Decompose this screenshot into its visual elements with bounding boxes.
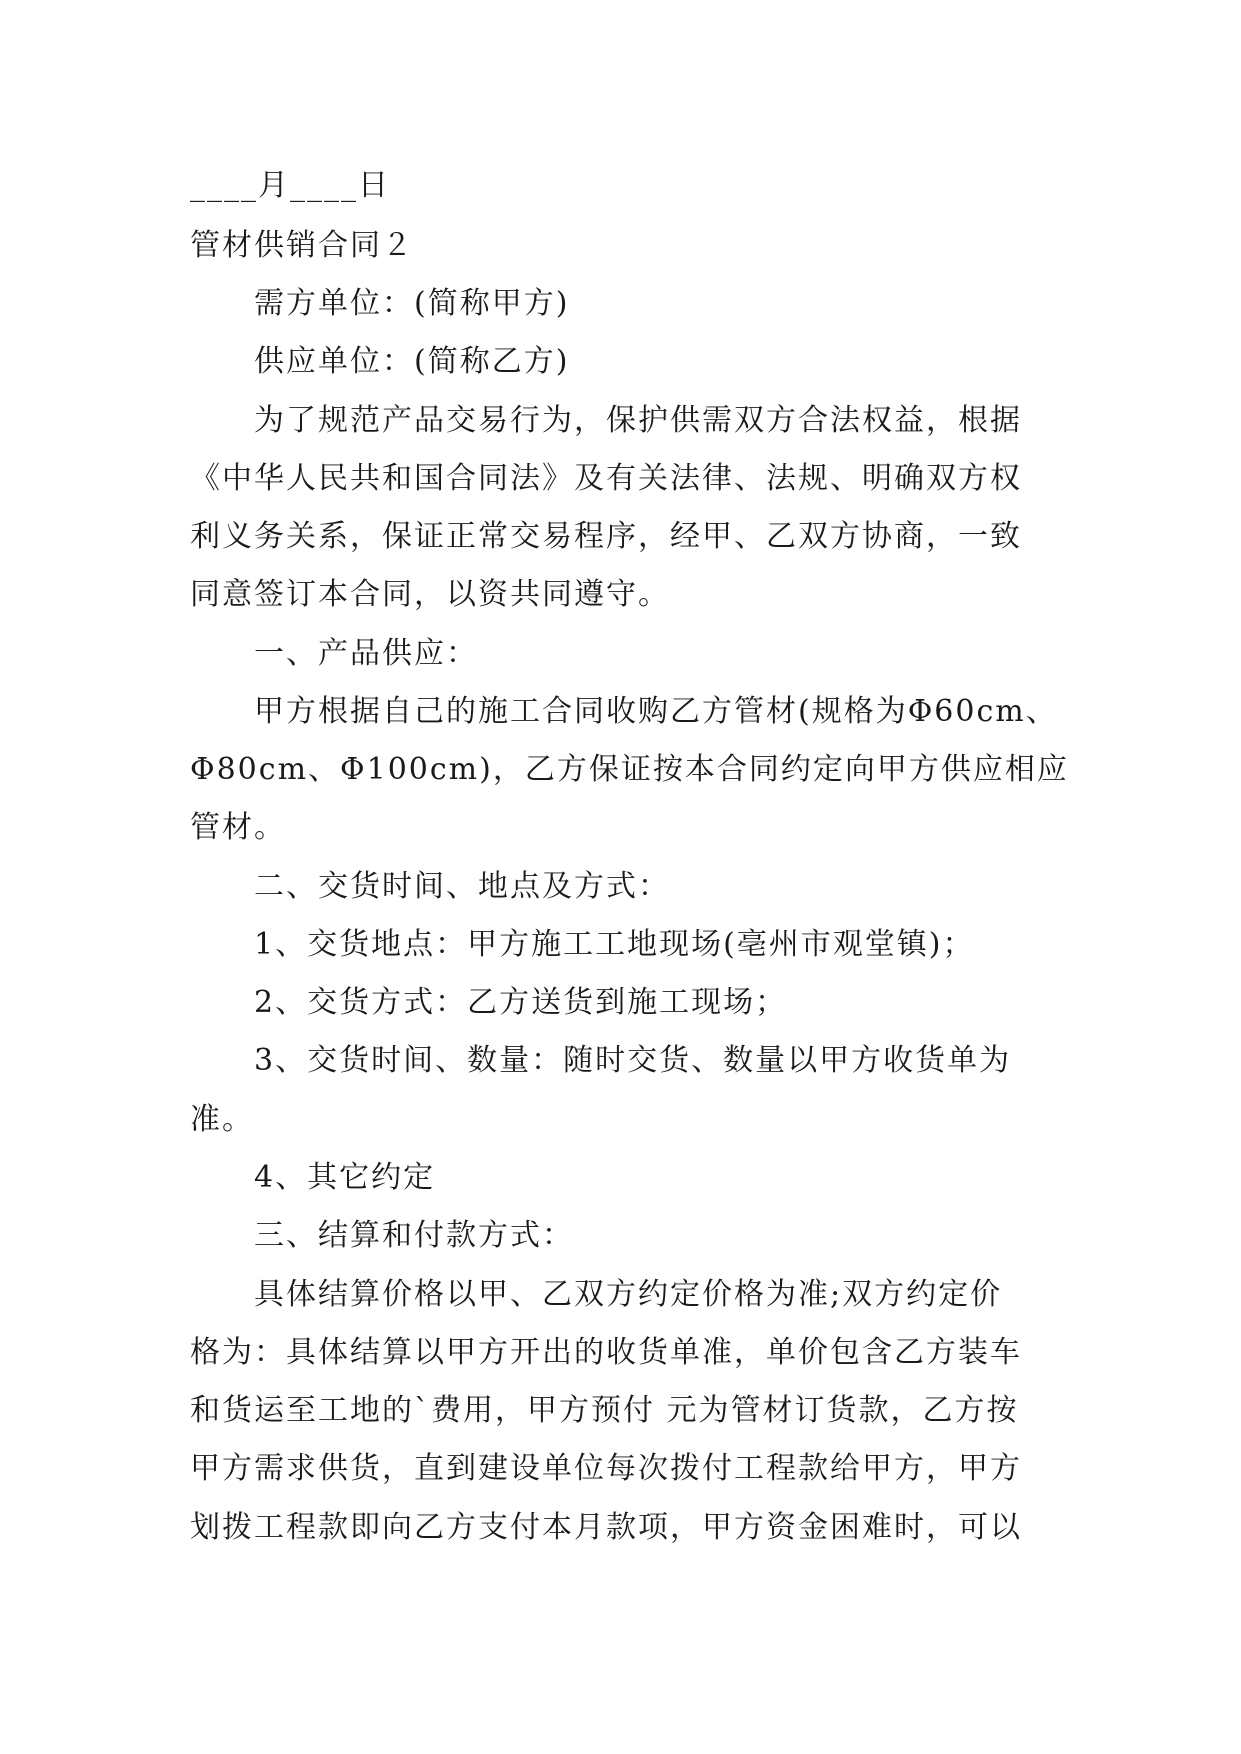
section1-line-2: Φ80cm、Φ100cm)，乙方保证按本合同约定向甲方供应相应 [190,752,1069,787]
section2-item-3-line-2: 准。 [190,1102,254,1137]
supplier-line: 供应单位：(简称乙方) [254,344,570,379]
intro-line-2: 《中华人民共和国合同法》及有关法律、法规、明确双方权 [190,461,1022,496]
section2-item-2: 2、交货方式：乙方送货到施工现场； [254,985,788,1020]
section3-heading: 三、结算和付款方式： [254,1218,574,1253]
section2-item-1: 1、交货地点：甲方施工工地现场(亳州市观堂镇)； [254,927,975,962]
section3-line-3: 和货运至工地的`费用，甲方预付 元为管材订货款，乙方按 [190,1393,1019,1428]
date-line: ____月____日 [190,168,390,203]
document-title: 管材供销合同２ [190,228,414,263]
section3-line-5: 划拨工程款即向乙方支付本月款项，甲方资金困难时，可以 [190,1510,1022,1545]
intro-line-3: 利义务关系，保证正常交易程序，经甲、乙双方协商，一致 [190,519,1022,554]
section2-item-3-line-1: 3、交货时间、数量：随时交货、数量以甲方收货单为 [254,1043,1012,1078]
buyer-line: 需方单位：(简称甲方) [254,286,570,321]
section1-heading: 一、产品供应： [254,636,478,671]
intro-line-1: 为了规范产品交易行为，保护供需双方合法权益，根据 [254,403,1022,438]
section3-line-1: 具体结算价格以甲、乙双方约定价格为准;双方约定价 [254,1277,1003,1312]
section1-line-1: 甲方根据自己的施工合同收购乙方管材(规格为Φ60cm、 [254,694,1058,729]
section3-line-2: 格为：具体结算以甲方开出的收货单准，单价包含乙方装车 [190,1335,1022,1370]
section2-heading: 二、交货时间、地点及方式： [254,869,670,904]
section3-line-4: 甲方需求供货，直到建设单位每次拨付工程款给甲方，甲方 [190,1451,1022,1486]
intro-line-4: 同意签订本合同，以资共同遵守。 [190,577,670,612]
section2-item-4: 4、其它约定 [254,1160,436,1195]
section1-line-3: 管材。 [190,810,286,845]
